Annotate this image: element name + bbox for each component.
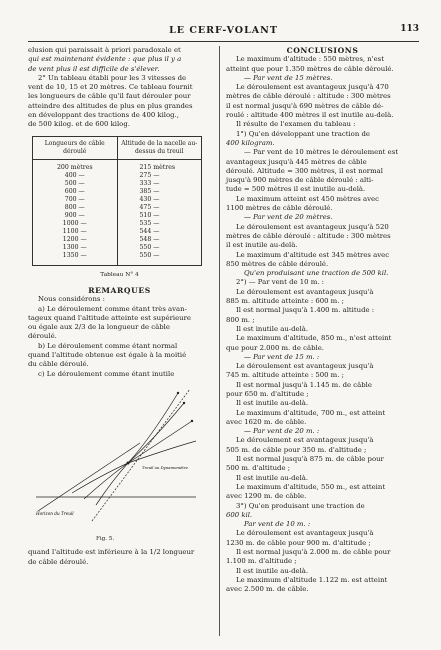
cable-length-cell: 1000 — bbox=[33, 220, 118, 228]
text-line: qui est maintenant évidente : que plus il y a bbox=[28, 55, 182, 64]
text-line: Il est inutile au-delà. bbox=[236, 473, 309, 482]
text-line: mètres de câble déroulé : altitude : 300 mètres bbox=[226, 92, 391, 101]
text-line: Il est normal jusqu'à 1.145 m. de câble bbox=[236, 380, 372, 389]
text-line: vent de 10, 15 et 20 mètres. Ce tableau fournit bbox=[28, 83, 193, 92]
cable-length-cell: 1350 — bbox=[33, 252, 118, 260]
cable-curve-1 bbox=[128, 393, 178, 463]
altitude-cell: 430 — bbox=[117, 196, 202, 204]
text-line: avec 2.500 m. de câble. bbox=[226, 585, 309, 594]
cable-length-cell: 1300 — bbox=[33, 244, 118, 252]
table-row bbox=[33, 172, 202, 180]
text-line: 850 mètres de câble déroulé. bbox=[226, 259, 329, 268]
cable-length-cell: 200 mètres bbox=[33, 164, 118, 172]
text-line: Le maximum d'altitude, 850 m., n'est atteint bbox=[236, 334, 392, 343]
text-line: avec 1290 m. de câble. bbox=[226, 492, 307, 501]
cable-length-cell: 900 — bbox=[33, 212, 118, 220]
text-line: jusqu'à 900 mètres de câble déroulé : alti- bbox=[226, 176, 374, 185]
table-row bbox=[33, 212, 202, 220]
text-line: pour 650 m. d'altitude ; bbox=[226, 389, 309, 398]
text-line: Le déroulement est avantageux jusqu'à bbox=[236, 287, 374, 296]
conclusions-text bbox=[226, 55, 419, 594]
text-line: avec 1620 m. de câble. bbox=[226, 417, 307, 426]
text-line: — Par vent de 10 mètres le déroulement est bbox=[244, 148, 398, 157]
text-line: 1°) Qu'en développant une traction de bbox=[236, 129, 370, 138]
text-line: Le déroulement est avantageux jusqu'à bbox=[236, 529, 374, 538]
outro-paragraph bbox=[28, 548, 211, 567]
text-line: Le maximum atteint est 450 mètres avec bbox=[236, 194, 379, 203]
text-line: Par vent de 10 m. : bbox=[244, 520, 311, 529]
table-caption: Tableau N° 4 bbox=[100, 271, 139, 278]
cable-length-cell: 600 — bbox=[33, 188, 118, 196]
table-row bbox=[33, 188, 202, 196]
text-line: Le déroulement est avantageux jusqu'à 520 bbox=[236, 222, 389, 231]
table-row bbox=[33, 252, 202, 260]
text-line: b) Le déroulement comme étant normal bbox=[38, 341, 178, 350]
altitude-cell: 548 — bbox=[117, 236, 202, 244]
cable-curve-3 bbox=[128, 421, 192, 463]
cable-length-cell: 800 — bbox=[33, 204, 118, 212]
text-line: Il est inutile au-delà. bbox=[236, 566, 309, 575]
text-line: il est normal jusqu'à 690 mètres de câble dé- bbox=[226, 101, 384, 110]
table-header-cable-length: Longueurs de câble déroulé bbox=[33, 136, 118, 159]
text-line: 600 kil. bbox=[226, 510, 253, 519]
text-line: en développant des tractions de 400 kilog., bbox=[28, 111, 179, 120]
text-line: il est inutile au-delà. bbox=[226, 241, 298, 250]
text-line: — Par vent de 15 mètres. bbox=[244, 73, 333, 82]
text-line: Le déroulement est avantageux jusqu'à bbox=[236, 362, 374, 371]
figure-5-diagram bbox=[32, 381, 204, 533]
text-line: que pour 2.000 m. de câble. bbox=[226, 343, 324, 352]
kite-point-1 bbox=[177, 392, 179, 394]
text-line: Le maximum d'altitude est 345 mètres avec bbox=[236, 250, 390, 259]
altitude-cell: 510 — bbox=[117, 212, 202, 220]
cable-length-cell: 1100 — bbox=[33, 228, 118, 236]
text-line: c) Le déroulement comme étant inutile bbox=[38, 369, 175, 378]
cable-curve-2 bbox=[128, 403, 184, 463]
text-line: 745 m. altitude atteinte : 500 m. ; bbox=[226, 371, 344, 380]
text-line: Le maximum d'altitude, 550 m., est atteint bbox=[236, 482, 386, 491]
text-line: roulé : altitude 400 mètres il est inutile au-delà. bbox=[226, 111, 394, 120]
altitude-cell: 275 — bbox=[117, 172, 202, 180]
page-number: 113 bbox=[400, 24, 419, 34]
text-line: 3°) Qu'en produisant une traction de bbox=[236, 501, 365, 510]
text-line: Il est inutile au-delà. bbox=[236, 399, 309, 408]
text-line: 1.100 m. d'altitude ; bbox=[226, 557, 297, 566]
intro-paragraph bbox=[28, 46, 211, 130]
figure-caption: Fig. 5. bbox=[96, 535, 115, 542]
text-line: 1230 m. de câble pour 900 m. d'altitude ; bbox=[226, 538, 371, 547]
altitude-cell: 385 — bbox=[117, 188, 202, 196]
kite-point-2 bbox=[183, 402, 185, 404]
table-row bbox=[33, 180, 202, 188]
text-line: quand l'altitude est inférieure à la 1/2 longueur bbox=[28, 548, 195, 557]
text-line: de 500 kilog. et de 600 kilog. bbox=[28, 120, 130, 129]
header-rule bbox=[28, 41, 419, 42]
remarques-paragraph bbox=[28, 295, 211, 379]
diagonal-ray bbox=[92, 389, 190, 521]
text-line: de vent plus il est difficile de s'élever. bbox=[28, 64, 160, 73]
right-column bbox=[226, 46, 419, 595]
text-line: elusion qui paraissait à priori paradoxale et bbox=[28, 46, 181, 54]
text-line: de câble déroulé. bbox=[28, 557, 89, 566]
text-line: Le maximum d'altitude 1.122 m. est atteint bbox=[236, 575, 388, 584]
text-line: avantageux jusqu'à 445 mètres de câble bbox=[226, 157, 367, 166]
cable-length-cell: 1200 — bbox=[33, 236, 118, 244]
text-line: Nous considérons : bbox=[38, 295, 105, 304]
ground-ray bbox=[38, 443, 140, 511]
text-line: Il est normal jusqu'à 2.000 m. de câble pour bbox=[236, 548, 391, 557]
text-line: 400 kilogram. bbox=[226, 138, 275, 147]
winch-point bbox=[127, 461, 130, 464]
text-line: tude = 500 mètres il est inutile au-delà. bbox=[226, 185, 366, 194]
text-line: atteint que pour 1.350 mètres de câble déroulé. bbox=[226, 64, 394, 73]
table-row bbox=[33, 220, 202, 228]
cable-length-cell: 500 — bbox=[33, 180, 118, 188]
text-line: Le maximum d'altitude : 550 mètres, n'est bbox=[236, 55, 384, 64]
table-row bbox=[33, 204, 202, 212]
text-line: quand l'altitude obtenue est égale à la moitié bbox=[28, 351, 187, 360]
table-row bbox=[33, 228, 202, 236]
text-line: Le déroulement est avantageux jusqu'à 470 bbox=[236, 83, 389, 92]
kite-point-3 bbox=[191, 420, 193, 422]
text-line: Il est inutile au-delà. bbox=[236, 324, 309, 333]
text-line: Il résulte de l'examen du tableau : bbox=[236, 120, 356, 129]
text-line: 800 m. ; bbox=[226, 315, 255, 324]
text-line: atteindre des altitudes de plus en plus grandes bbox=[28, 101, 193, 110]
text-line: — Par vent de 20 mètres. bbox=[244, 213, 333, 222]
text-line: Il est normal jusqu'à 875 m. de câble pour bbox=[236, 455, 384, 464]
text-line: Il est normal jusqu'à 1.400 m. altitude : bbox=[236, 306, 375, 315]
text-line: Le déroulement est avantageux jusqu'à bbox=[236, 436, 374, 445]
text-line: 2°) — Par vent de 10 m. : bbox=[236, 278, 324, 287]
running-header bbox=[28, 22, 419, 38]
altitude-cell: 333 — bbox=[117, 180, 202, 188]
cable-curve-5 bbox=[72, 463, 128, 493]
table-header-altitude: Altitude de la nacelle au-dessus du treuil bbox=[117, 136, 202, 159]
text-line: ou égale aux 2/3 de la longueur de câble bbox=[28, 323, 170, 332]
column-divider bbox=[219, 46, 220, 636]
table-row bbox=[33, 196, 202, 204]
altitude-cell: 535 — bbox=[117, 220, 202, 228]
text-line: déroulé. Altitude = 300 mètres, il est normal bbox=[226, 166, 383, 175]
altitude-cell: 550 — bbox=[117, 244, 202, 252]
altitude-cell: 475 — bbox=[117, 204, 202, 212]
table-row bbox=[33, 244, 202, 252]
text-line: tageux quand l'altitude atteinte est supérieure bbox=[28, 313, 191, 322]
text-line: du câble déroulé. bbox=[28, 360, 89, 369]
text-line: 885 m. altitude atteinte : 600 m. ; bbox=[226, 297, 344, 306]
altitude-cell: 215 mètres bbox=[117, 164, 202, 172]
text-line: 500 m. d'altitude ; bbox=[226, 464, 291, 473]
table-row bbox=[33, 164, 202, 172]
left-column bbox=[28, 46, 211, 567]
altitude-cell: 550 — bbox=[117, 252, 202, 260]
text-line: 505 m. de câble pour 350 m. d'altitude ; bbox=[226, 445, 367, 454]
table-4 bbox=[32, 136, 202, 266]
treuil-label: Treuil ou Dynamomètre bbox=[142, 464, 188, 470]
text-line: 2° Un tableau établi pour les 3 vitesses de bbox=[38, 73, 187, 82]
table-row bbox=[33, 236, 202, 244]
altitude-cell: 544 — bbox=[117, 228, 202, 236]
cable-length-cell: 700 — bbox=[33, 196, 118, 204]
text-line: mètres de câble déroulé : altitude : 300 mètres bbox=[226, 231, 391, 240]
text-line: a) Le déroulement comme étant très avan- bbox=[38, 304, 187, 313]
text-line: Le maximum d'altitude, 700 m., est atteint bbox=[236, 408, 386, 417]
remarques-heading: REMARQUES bbox=[88, 285, 151, 295]
cable-length-cell: 400 — bbox=[33, 172, 118, 180]
horizon-label: Horizon du Treuil bbox=[36, 510, 74, 516]
conclusions-heading: CONCLUSIONS bbox=[286, 46, 359, 55]
text-line: Qu'en produisant une traction de 500 kil. bbox=[244, 269, 389, 278]
journal-title: LE CERF-VOLANT bbox=[169, 24, 278, 36]
text-line: déroulé. bbox=[28, 332, 57, 341]
text-line: — Par vent de 20 m. : bbox=[244, 427, 320, 436]
text-line: les longueurs de câble qu'il faut dérouler pour bbox=[28, 92, 191, 101]
text-line: — Par vent de 15 m. : bbox=[244, 352, 320, 361]
text-line: 1100 mètres de câble déroulé. bbox=[226, 204, 333, 213]
